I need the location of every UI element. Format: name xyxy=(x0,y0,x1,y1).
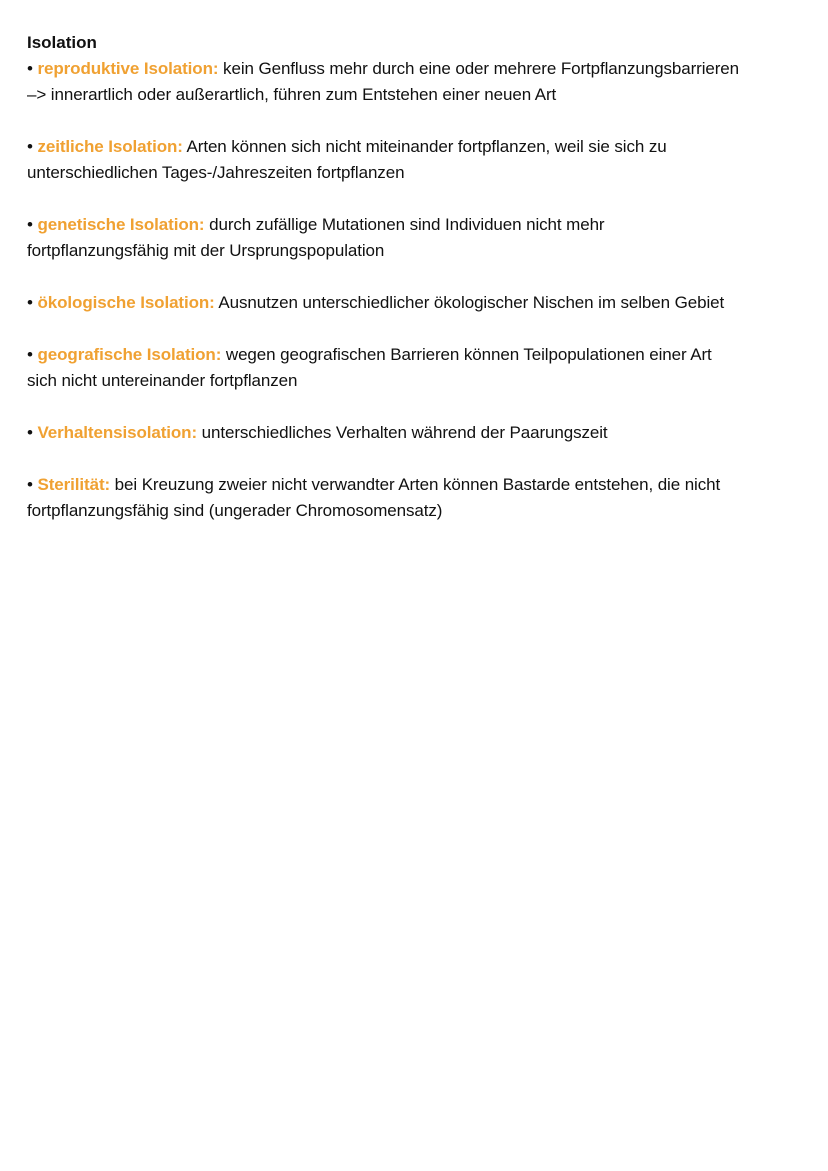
definition-continuation: unterschiedlichen Tages-/Jahreszeiten fortpflanzen xyxy=(27,163,405,182)
definition-continuation: sich nicht untereinander fortpflanzen xyxy=(27,371,298,390)
bullet-icon: • xyxy=(27,475,33,494)
bullet-icon: • xyxy=(27,423,33,442)
term-label: genetische Isolation: xyxy=(37,215,205,234)
definition-continuation: fortpflanzungsfähig mit der Ursprungspopulation xyxy=(27,241,385,260)
bullet-icon: • xyxy=(27,293,33,312)
list-item xyxy=(27,134,817,186)
term-label: zeitliche Isolation: xyxy=(37,137,183,156)
list-item xyxy=(27,290,817,316)
isolation-list xyxy=(27,56,817,524)
list-item xyxy=(27,420,817,446)
definition-text: Arten können sich nicht miteinander fortpflanzen, weil sie sich zu xyxy=(182,137,667,156)
definition-continuation: fortpflanzungsfähig sind (ungerader Chromosomensatz) xyxy=(27,501,443,520)
term-label: geografische Isolation: xyxy=(37,345,222,364)
term-label: ökologische Isolation: xyxy=(37,293,215,312)
definition-continuation: –> innerartlich oder außerartlich, führen zum Entstehen einer neuen Art xyxy=(27,85,557,104)
definition-text: bei Kreuzung zweier nicht verwandter Arten können Bastarde entstehen, die nicht xyxy=(110,475,721,494)
page-title: Isolation xyxy=(27,33,97,52)
list-item xyxy=(27,56,817,108)
term-label: reproduktive Isolation: xyxy=(37,59,219,78)
term-label: Sterilität: xyxy=(37,475,111,494)
list-item xyxy=(27,472,817,524)
term-label: Verhaltensisolation: xyxy=(37,423,198,442)
definition-text: kein Genfluss mehr durch eine oder mehrere Fortpflanzungsbarrieren xyxy=(218,59,740,78)
list-item xyxy=(27,212,817,264)
bullet-icon: • xyxy=(27,215,33,234)
definition-text: wegen geografischen Barrieren können Teilpopulationen einer Art xyxy=(221,345,712,364)
bullet-icon: • xyxy=(27,345,33,364)
definition-text: durch zufällige Mutationen sind Individuen nicht mehr xyxy=(204,215,605,234)
bullet-icon: • xyxy=(27,137,33,156)
definition-text: unterschiedliches Verhalten während der Paarungszeit xyxy=(197,423,608,442)
bullet-icon: • xyxy=(27,59,33,78)
definition-text: Ausnutzen unterschiedlicher ökologischer Nischen im selben Gebiet xyxy=(214,293,725,312)
list-item xyxy=(27,342,817,394)
document-page xyxy=(27,30,817,550)
